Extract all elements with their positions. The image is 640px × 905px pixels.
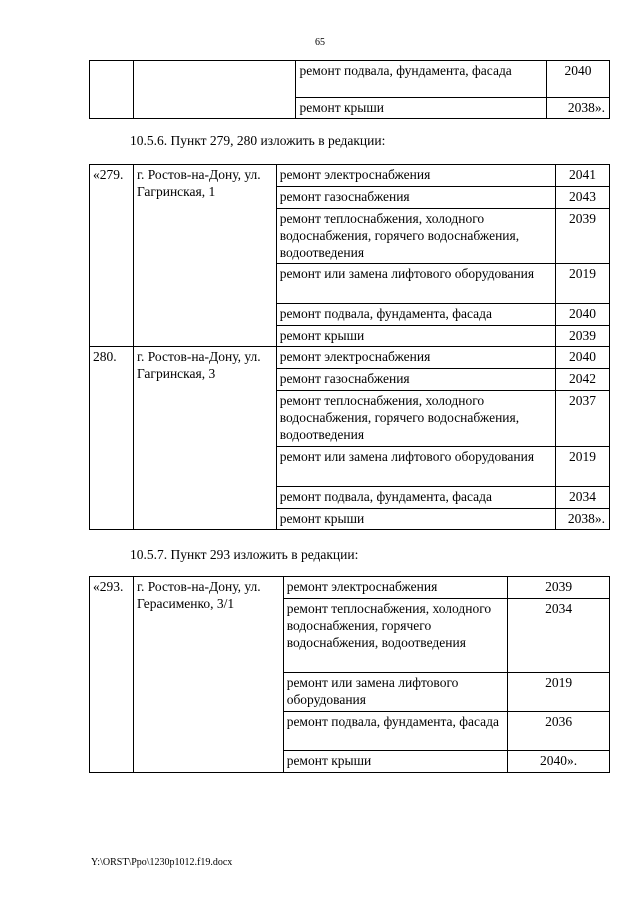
address-cell (133, 61, 296, 119)
year-cell: 2034 (556, 487, 610, 509)
year-cell: 2042 (556, 369, 610, 391)
work-cell: ремонт электроснабжения (276, 165, 555, 187)
footer-file-path: Y:\ORST\Ppo\1230p1012.f19.docx (91, 857, 233, 868)
work-cell: ремонт или замена лифтового оборудования (283, 673, 508, 712)
work-cell: ремонт крыши (276, 509, 555, 530)
year-cell: 2019 (556, 447, 610, 487)
table-item-293 (89, 576, 610, 773)
table-row (90, 347, 610, 369)
table-row (90, 165, 610, 187)
year-cell: 2034 (508, 599, 610, 673)
work-cell: ремонт газоснабжения (276, 187, 555, 209)
item-number: «279. (90, 165, 134, 347)
item-number: 280. (90, 347, 134, 530)
paragraph-10-5-6: 10.5.6. Пункт 279, 280 изложить в редакции: (130, 133, 386, 148)
work-cell: ремонт подвала, фундамента, фасада (296, 61, 547, 98)
work-cell: ремонт электроснабжения (283, 577, 508, 599)
table-continuation (89, 60, 610, 119)
work-cell: ремонт подвала, фундамента, фасада (276, 487, 555, 509)
year-cell: 2037 (556, 391, 610, 447)
table-row (90, 61, 610, 98)
year-cell: 2038». (547, 98, 610, 119)
item-address: г. Ростов-на-Дону, ул. Герасименко, 3/1 (133, 577, 283, 773)
year-cell: 2039 (508, 577, 610, 599)
year-cell: 2040». (508, 751, 610, 773)
number-cell (90, 61, 134, 119)
year-cell: 2019 (508, 673, 610, 712)
item-address: г. Ростов-на-Дону, ул. Гагринская, 3 (133, 347, 276, 530)
work-cell: ремонт крыши (296, 98, 547, 119)
work-cell: ремонт газоснабжения (276, 369, 555, 391)
paragraph-10-5-7: 10.5.7. Пункт 293 изложить в редакции: (130, 547, 359, 562)
work-cell: ремонт подвала, фундамента, фасада (276, 304, 555, 326)
year-cell: 2039 (556, 326, 610, 347)
year-cell: 2040 (556, 347, 610, 369)
table-row (90, 577, 610, 599)
work-cell: ремонт крыши (276, 326, 555, 347)
item-number: «293. (90, 577, 134, 773)
work-cell: ремонт или замена лифтового оборудования (276, 447, 555, 487)
work-cell: ремонт электроснабжения (276, 347, 555, 369)
year-cell: 2040 (547, 61, 610, 98)
work-cell: ремонт теплоснабжения, холодного водоснабжения, горячего водоснабжения, водоотведения (276, 391, 555, 447)
work-cell: ремонт крыши (283, 751, 508, 773)
item-address: г. Ростов-на-Дону, ул. Гагринская, 1 (133, 165, 276, 347)
table-items-279-280 (89, 164, 610, 530)
work-cell: ремонт теплоснабжения, холодного водоснабжения, горячего водоснабжения, водоотведения (276, 209, 555, 264)
year-cell: 2040 (556, 304, 610, 326)
year-cell: 2039 (556, 209, 610, 264)
year-cell: 2043 (556, 187, 610, 209)
year-cell: 2041 (556, 165, 610, 187)
year-cell: 2036 (508, 712, 610, 751)
year-cell: 2038». (556, 509, 610, 530)
work-cell: ремонт или замена лифтового оборудования (276, 264, 555, 304)
work-cell: ремонт теплоснабжения, холодного водоснабжения, горячего водоснабжения, водоотведения (283, 599, 508, 673)
year-cell: 2019 (556, 264, 610, 304)
work-cell: ремонт подвала, фундамента, фасада (283, 712, 508, 751)
page-number: 65 (315, 37, 325, 48)
